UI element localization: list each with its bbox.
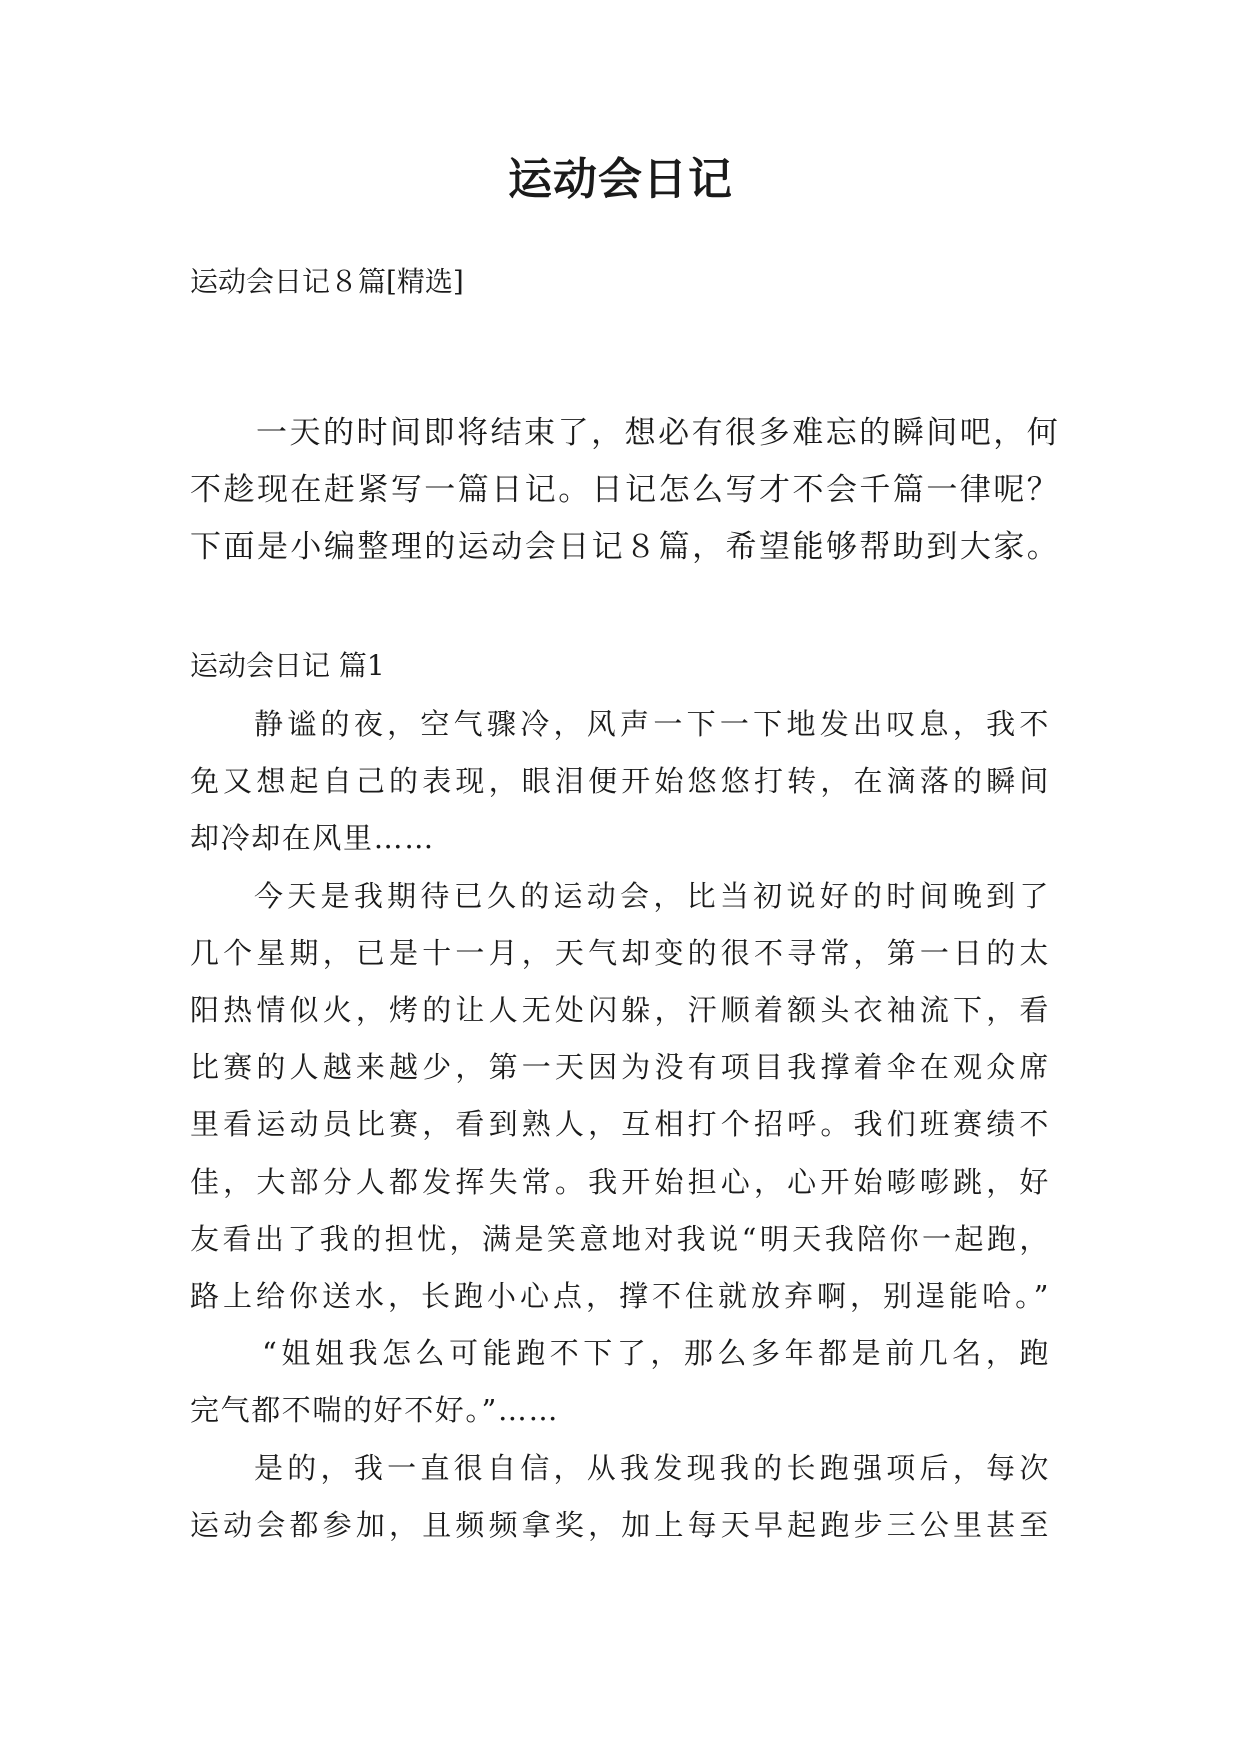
intro-line: 不趁现在赶紧写一篇日记。日记怎么写才不会千篇一律呢？ [190, 472, 1060, 508]
body-line: “姐姐我怎么可能跑不下了，那么多年都是前几名，跑 [262, 1336, 1050, 1371]
body-line: 路上给你送水，长跑小心点，撑不住就放弃啊，别逞能哈。” [190, 1279, 1050, 1314]
body-line: 友看出了我的担忧，满是笑意地对我说“明天我陪你一起跑， [190, 1221, 1050, 1256]
body-text [190, 696, 1050, 1554]
body-line: 完气都不喘的好不好。”…… [190, 1393, 560, 1428]
section-heading: 运动会日记 篇1 [190, 649, 385, 682]
body-line: 免又想起自己的表现，眼泪便开始悠悠打转，在滴落的瞬间 [190, 764, 1050, 799]
body-line: 佳，大部分人都发挥失常。我开始担心，心开始嘭嘭跳，好 [190, 1164, 1050, 1199]
intro-line: 一天的时间即将结束了，想必有很多难忘的瞬间吧，何 [256, 415, 1060, 451]
document-title: 运动会日记 [508, 154, 733, 205]
document-subtitle: 运动会日记８篇[精选] [190, 265, 464, 298]
body-line: 今天是我期待已久的运动会，比当初说好的时间晚到了 [254, 878, 1050, 913]
body-line: 静谧的夜，空气骤冷，风声一下一下地发出叹息，我不 [254, 707, 1050, 741]
body-line: 却冷却在风里…… [190, 821, 435, 856]
body-line: 几个星期，已是十一月，天气却变的很不寻常，第一日的太 [190, 935, 1050, 970]
intro-paragraph [190, 405, 1060, 576]
body-line: 是的，我一直很自信，从我发现我的长跑强项后，每次 [254, 1450, 1050, 1485]
intro-line: 下面是小编整理的运动会日记８篇，希望能够帮助到大家。 [190, 529, 1060, 565]
body-line: 阳热情似火，烤的让人无处闪躲，汗顺着额头衣袖流下，看 [190, 993, 1050, 1028]
body-line: 运动会都参加，且频频拿奖，加上每天早起跑步三公里甚至 [190, 1507, 1050, 1542]
body-line: 里看运动员比赛，看到熟人，互相打个招呼。我们班赛绩不 [190, 1107, 1050, 1142]
body-line: 比赛的人越来越少，第一天因为没有项目我撑着伞在观众席 [190, 1050, 1050, 1085]
